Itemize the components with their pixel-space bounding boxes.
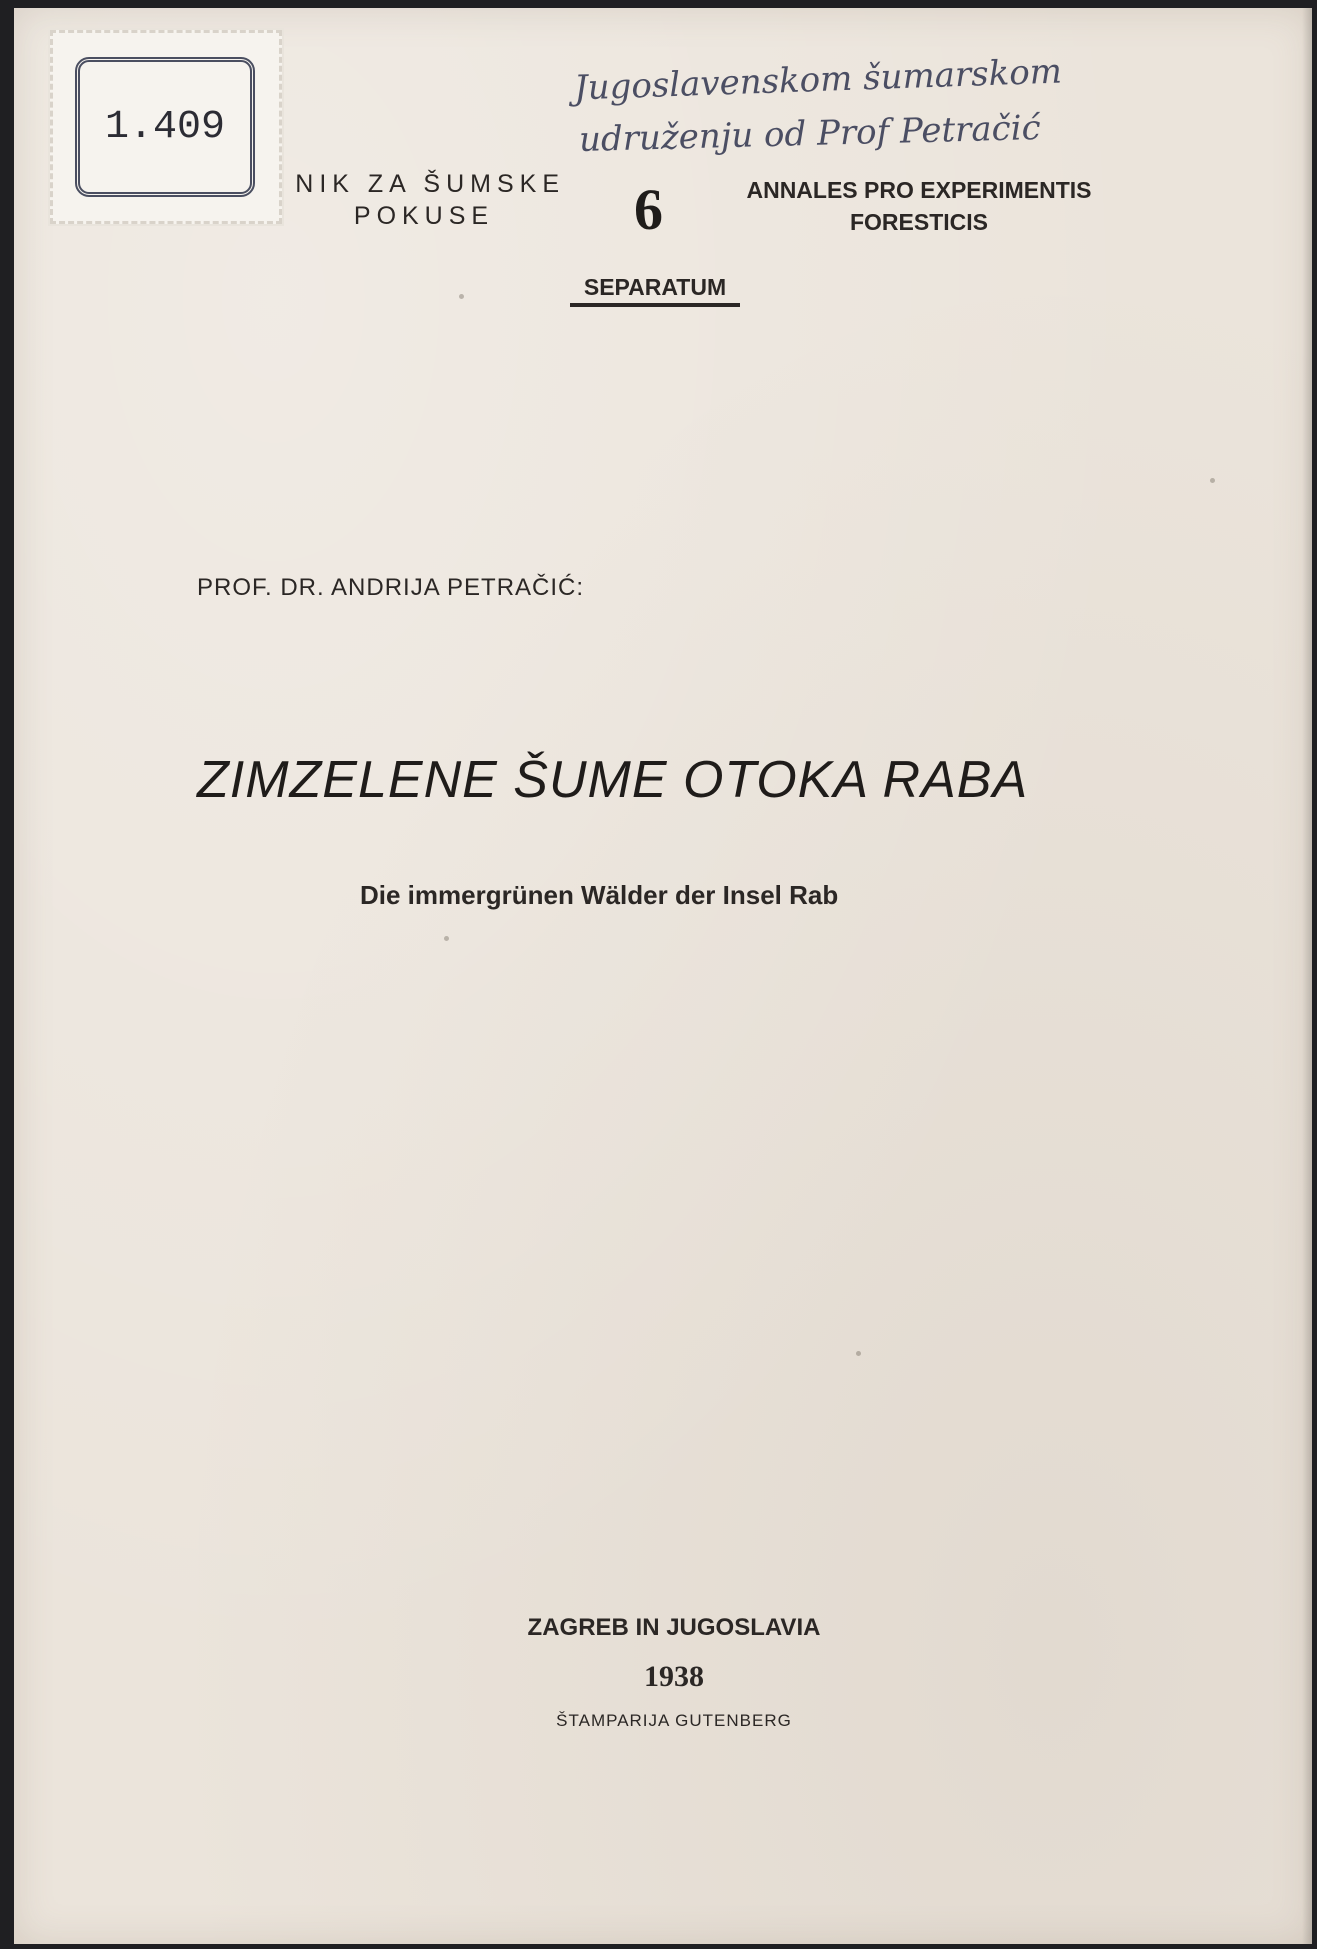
paper-speck (1210, 478, 1215, 483)
journal-name-croatian (259, 168, 589, 232)
separatum-label: SEPARATUM (570, 274, 740, 307)
handwritten-dedication-line2: udruženju od Prof Petračić (578, 107, 1042, 161)
library-stamp (50, 30, 282, 224)
journal-name-croatian-line1: NIK ZA ŠUMSKE (295, 170, 565, 198)
document-page (14, 8, 1312, 1944)
document-subtitle: Die immergrünen Wälder der Insel Rab (360, 880, 839, 910)
handwritten-dedication-line1: Jugoslavenskom šumarskom (573, 51, 1063, 109)
journal-name-croatian-line2: POKUSE (353, 202, 495, 230)
printer-name: ŠTAMPARIJA GUTENBERG (556, 1711, 792, 1730)
author-line: PROF. DR. ANDRIJA PETRAČIĆ: (197, 574, 585, 601)
journal-name-latin-line1: ANNALES PRO EXPERIMENTIS (746, 177, 1092, 203)
page-edge-shadow (1302, 8, 1312, 1944)
publication-place: ZAGREB IN JUGOSLAVIA (527, 1614, 821, 1641)
document-title: ZIMZELENE ŠUME OTOKA RABA (197, 751, 1029, 809)
stamp-number: 1.409 (104, 104, 226, 150)
paper-speck (459, 294, 464, 299)
paper-speck (856, 1351, 861, 1356)
paper-speck (444, 936, 449, 941)
journal-name-latin (724, 174, 1114, 238)
journal-name-latin-line2: FORESTICIS (849, 209, 988, 235)
publication-year: 1938 (644, 1660, 704, 1693)
stamp-frame (75, 57, 255, 197)
issue-number: 6 (634, 177, 663, 242)
